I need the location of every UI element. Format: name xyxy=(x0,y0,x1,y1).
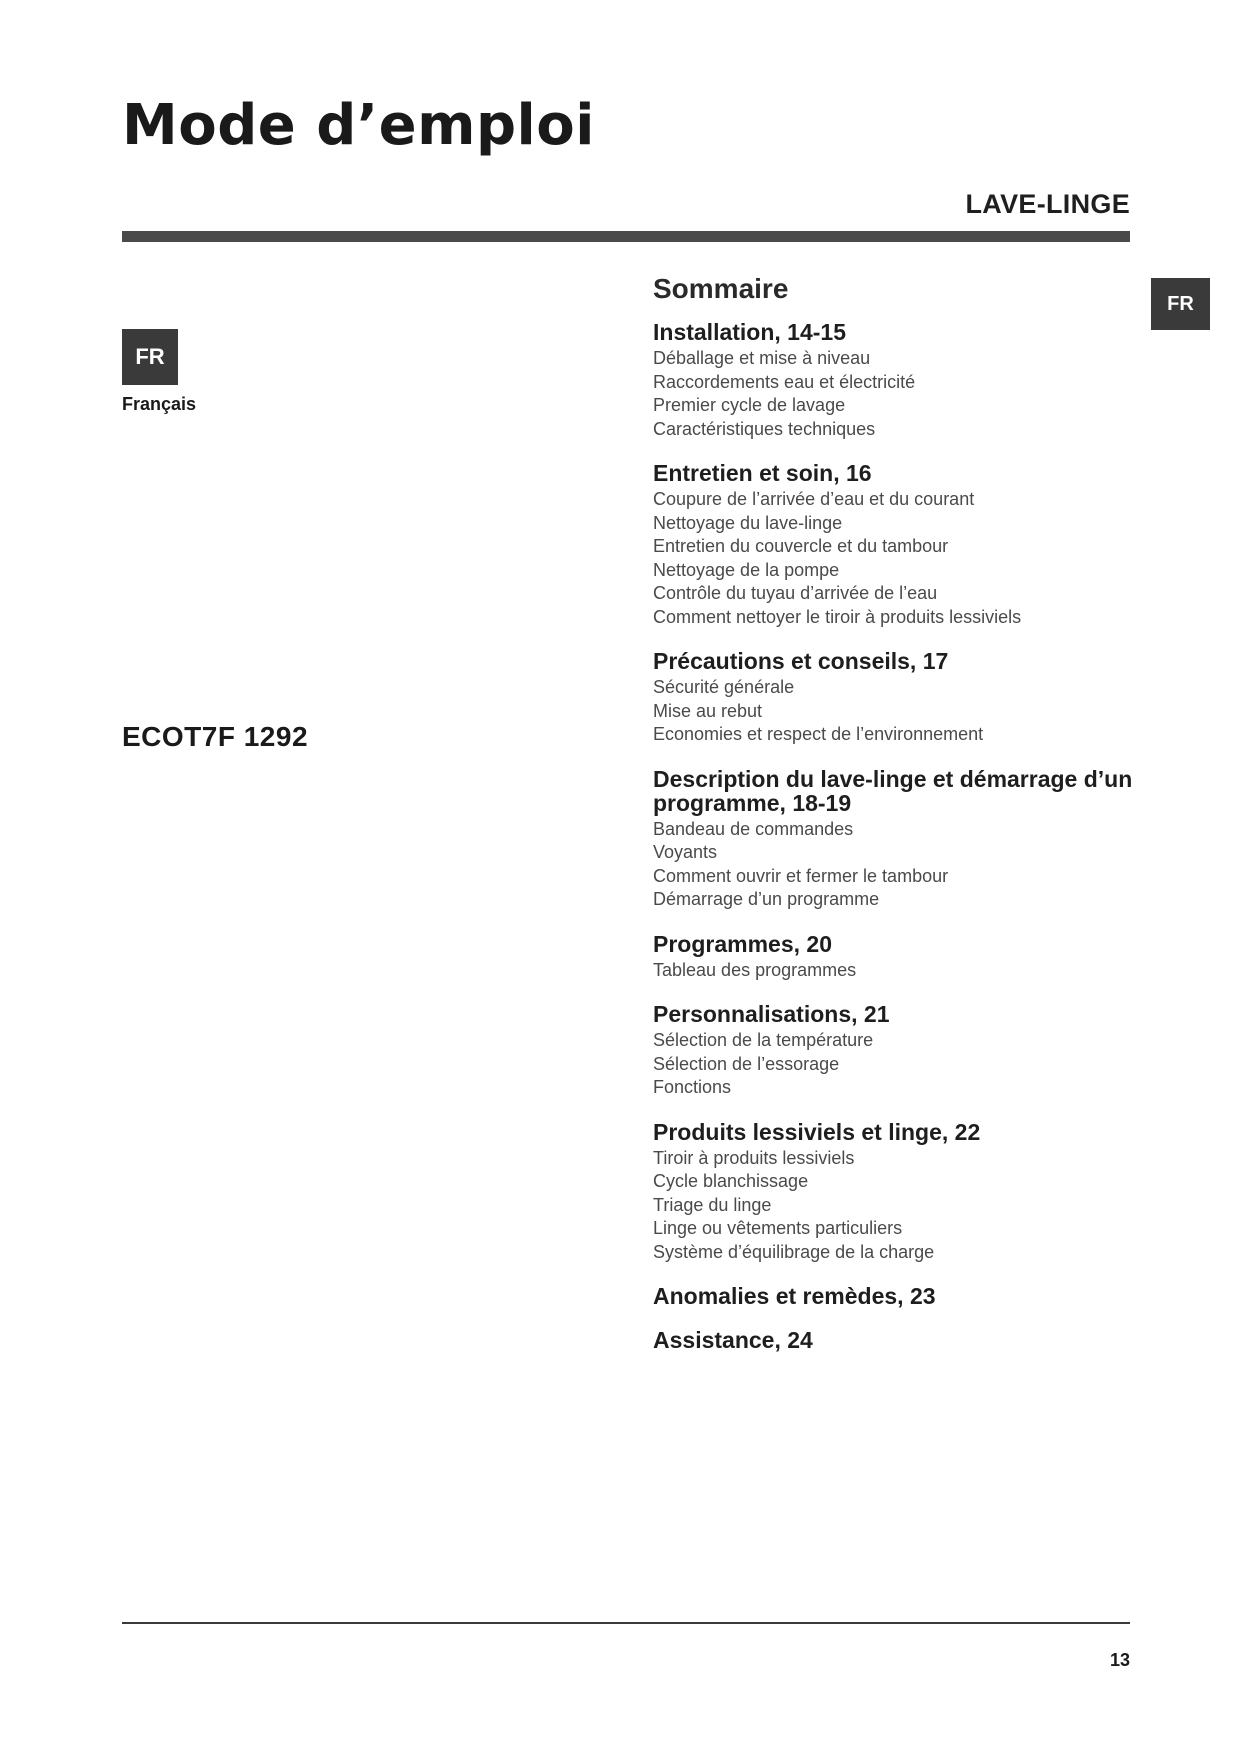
language-name: Français xyxy=(122,394,197,414)
toc-item: Premier cycle de lavage xyxy=(653,395,846,415)
product-type-label: LAVE-LINGE xyxy=(965,189,1130,219)
toc-item: Fonctions xyxy=(653,1077,732,1097)
toc-item: Comment nettoyer le tiroir à produits lessiviels xyxy=(653,606,1022,627)
toc-section xyxy=(653,320,1133,441)
toc-section-title: Anomalies et remèdes, 23 xyxy=(653,1283,936,1309)
toc-section xyxy=(653,461,1133,629)
toc-section xyxy=(653,932,1133,983)
toc-section xyxy=(653,1120,1133,1265)
toc-item: Economies et respect de l’environnement xyxy=(653,724,984,744)
language-code: FR xyxy=(135,344,165,369)
toc-item: Linge ou vêtements particuliers xyxy=(653,1218,903,1238)
toc-section-title: Installation, 14-15 xyxy=(653,319,847,345)
toc-item: Tableau des programmes xyxy=(653,959,857,980)
toc-section-title: Personnalisations, 21 xyxy=(653,1001,890,1027)
language-side-tab xyxy=(1151,278,1210,330)
toc-item: Entretien du couvercle et du tambour xyxy=(653,536,949,556)
toc-section-title: Description du lave-linge et démarrage d’un programme, 18-19 xyxy=(653,765,1133,816)
toc-section xyxy=(653,767,1133,912)
toc-item: Démarrage d’un programme xyxy=(653,889,880,909)
header-divider xyxy=(122,231,1130,242)
toc-item-list xyxy=(653,1029,1133,1100)
toc-heading: Sommaire xyxy=(653,273,789,304)
toc-item: Nettoyage du lave-linge xyxy=(653,512,843,533)
toc-item: Sélection de l’essorage xyxy=(653,1053,840,1074)
toc-item-list xyxy=(653,347,1133,441)
toc-section-title: Entretien et soin, 16 xyxy=(653,460,872,486)
table-of-contents xyxy=(653,272,1133,1372)
toc-item: Triage du linge xyxy=(653,1194,772,1215)
toc-item: Contrôle du tuyau d’arrivée de l’eau xyxy=(653,583,938,603)
toc-item: Cycle blanchissage xyxy=(653,1171,809,1191)
toc-item: Caractéristiques techniques xyxy=(653,418,876,439)
toc-item: Coupure de l’arrivée d’eau et du courant xyxy=(653,489,975,509)
toc-item: Mise au rebut xyxy=(653,700,763,721)
toc-sections xyxy=(653,320,1133,1352)
side-tab-code: FR xyxy=(1167,292,1194,315)
toc-item: Sélection de la température xyxy=(653,1030,874,1050)
toc-item: Comment ouvrir et fermer le tambour xyxy=(653,865,949,886)
toc-section xyxy=(653,1284,1133,1308)
language-badge xyxy=(122,329,178,385)
toc-section-title: Programmes, 20 xyxy=(653,930,832,957)
toc-section xyxy=(653,1002,1133,1100)
toc-item: Bandeau de commandes xyxy=(653,818,854,839)
page-number: 13 xyxy=(1109,1650,1130,1670)
toc-item-list xyxy=(653,959,1133,983)
toc-item-list xyxy=(653,1147,1133,1265)
toc-section xyxy=(653,1328,1133,1352)
toc-item-list xyxy=(653,818,1133,912)
page-title: Mode d’emploi xyxy=(122,93,595,158)
toc-item: Déballage et mise à niveau xyxy=(653,348,871,368)
toc-item: Nettoyage de la pompe xyxy=(653,559,840,580)
toc-item: Système d’équilibrage de la charge xyxy=(653,1241,935,1262)
toc-item-list xyxy=(653,488,1133,629)
toc-section-title: Précautions et conseils, 17 xyxy=(653,648,949,674)
toc-item: Voyants xyxy=(653,842,718,862)
footer-divider xyxy=(122,1622,1130,1624)
toc-section-title: Produits lessiviels et linge, 22 xyxy=(653,1118,981,1145)
toc-item: Raccordements eau et électricité xyxy=(653,371,916,392)
model-name: ECOT7F 1292 xyxy=(122,721,309,752)
toc-item: Sécurité générale xyxy=(653,677,795,697)
toc-section-title: Assistance, 24 xyxy=(653,1327,813,1353)
toc-item: Tiroir à produits lessiviels xyxy=(653,1147,855,1168)
toc-section xyxy=(653,649,1133,747)
toc-item-list xyxy=(653,676,1133,747)
